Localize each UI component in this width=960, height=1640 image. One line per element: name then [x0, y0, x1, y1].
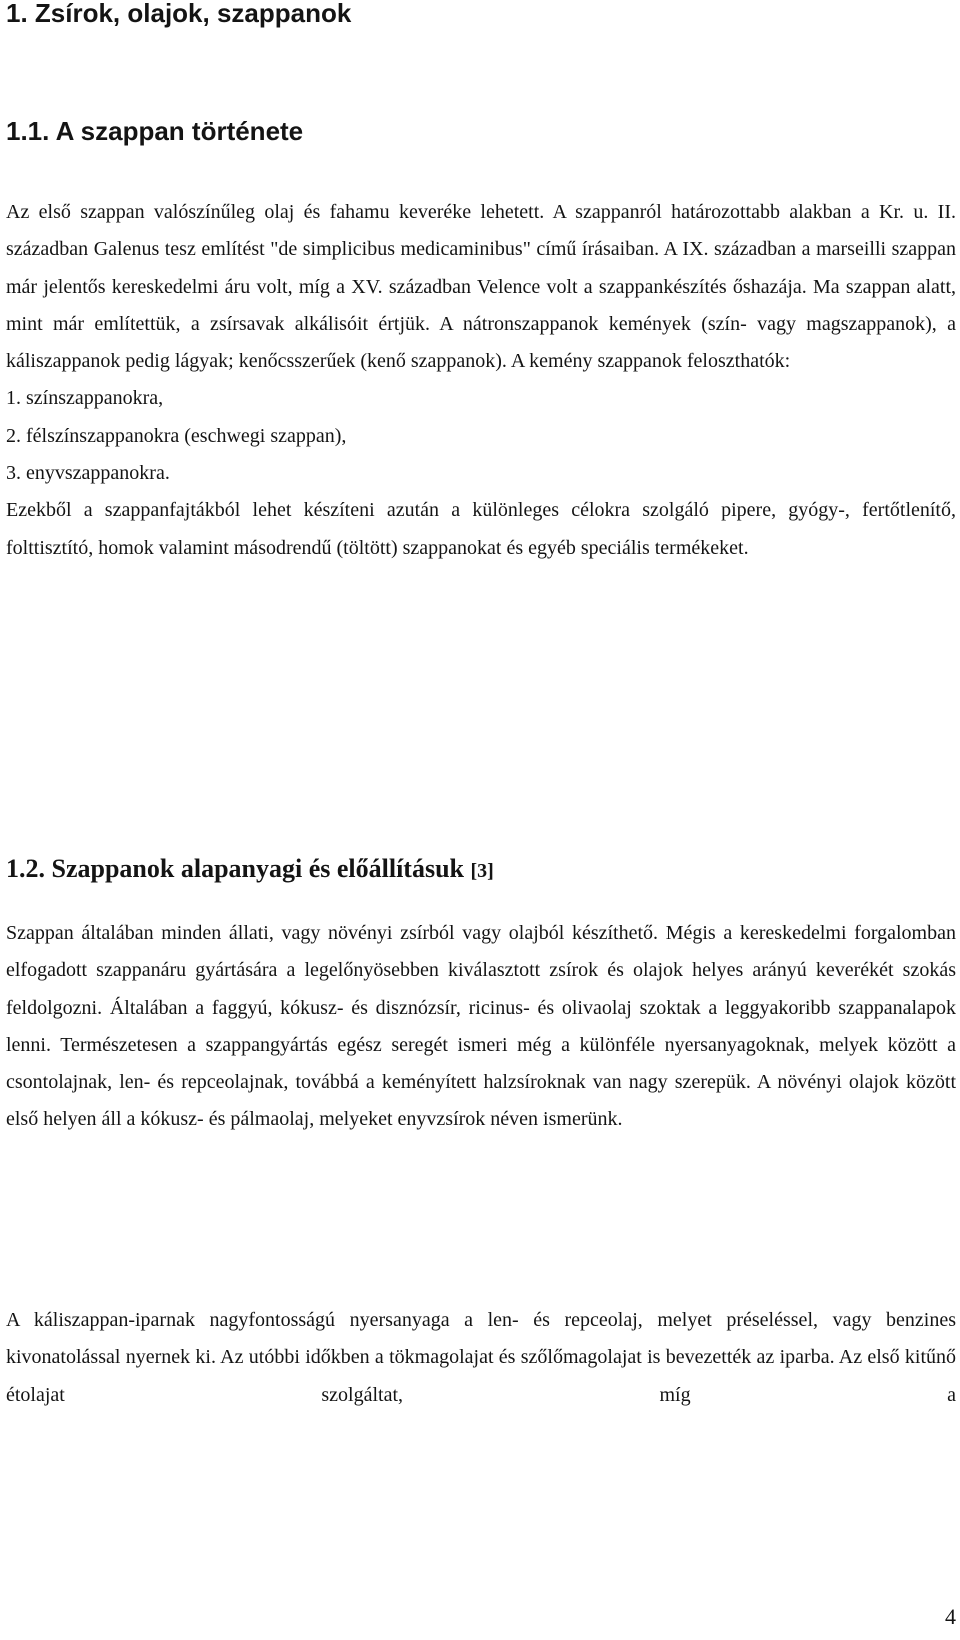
- section-materials-body-2: [6, 1302, 956, 1414]
- section-heading-materials: [6, 854, 494, 884]
- potash-soap-paragraph: A káliszappan-iparnak nagyfontosságú nyersanyaga a len- és repceolaj, melyet préseléssel, vagy benzines kivonatolással nyernek ki. Az utóbbi időkben a tökmagolajat és szőlőmagolajat is bevezették az iparba. Az első kitűnő étolajat szolgáltat, míg a: [6, 1309, 956, 1406]
- chapter-heading: 1. Zsírok, olajok, szappanok: [6, 0, 352, 28]
- soap-types-paragraph: Ezekből a szappanfajtákból lehet készíteni azután a különleges célokra szolgáló pipere, gyógy-, fertőtlenítő, folttisztító, homok valamint másodrendű (töltött) szappanokat és egyéb speciális termékeket.: [6, 499, 956, 559]
- list-item: 1. színszappanokra,: [6, 387, 164, 410]
- section-history-body: [6, 194, 956, 567]
- history-paragraph: Az első szappan valószínűleg olaj és fahamu keveréke lehetett. A szappanról határozottabb alakban a Kr. u. II. században Galenus tesz említést "de simplicibus medicaminibus" című írásaiban. A IX. században a marseilli szappan már jelentős kereskedelmi áru volt, míg a XV. században Velence volt a szappankészítés őshazája. Ma szappan alatt, mint már említettük, a zsírsavak alkálisóit értjük. A nátronszappanok kemények (szín- vagy magszappanok), a káliszappanok pedig lágyak; kenőcsszerűek (kenő szappanok). A kemény szappanok feloszthatók:: [6, 201, 956, 373]
- list-item: 3. enyvszappanokra.: [6, 462, 170, 485]
- section-heading-history: 1.1. A szappan története: [6, 116, 304, 146]
- section-materials-body: [6, 915, 956, 1139]
- page-number: 4: [945, 1604, 956, 1629]
- section-heading-text: 1.2. Szappanok alapanyagi és előállításuk: [6, 854, 464, 883]
- citation-ref: [3]: [470, 860, 494, 882]
- materials-paragraph: Szappan általában minden állati, vagy növényi zsírból vagy olajból készíthető. Mégis a kereskedelmi forgalomban elfogadott szappanáru gyártására a legelőnyösebben kiválasztott zsírok és olajok helyes arányú keverékét szokás feldolgozni. Általában a faggyú, kókusz- és disznózsír, ricinus- és olivaolaj szoktak a leggyakoribb szappanalapok lenni. Természetesen a szappangyártás egész seregét ismeri még a különféle nyersanyagoknak, melyek között a csontolajnak, len- és repceolajnak, továbbá a keményített halzsíroknak van nagy szerepük. A növényi olajok között első helyen áll a kókusz- és pálmaolaj, melyeket enyvzsírok néven ismerünk.: [6, 922, 956, 1131]
- list-item: 2. félszínszappanokra (eschwegi szappan),: [6, 424, 347, 447]
